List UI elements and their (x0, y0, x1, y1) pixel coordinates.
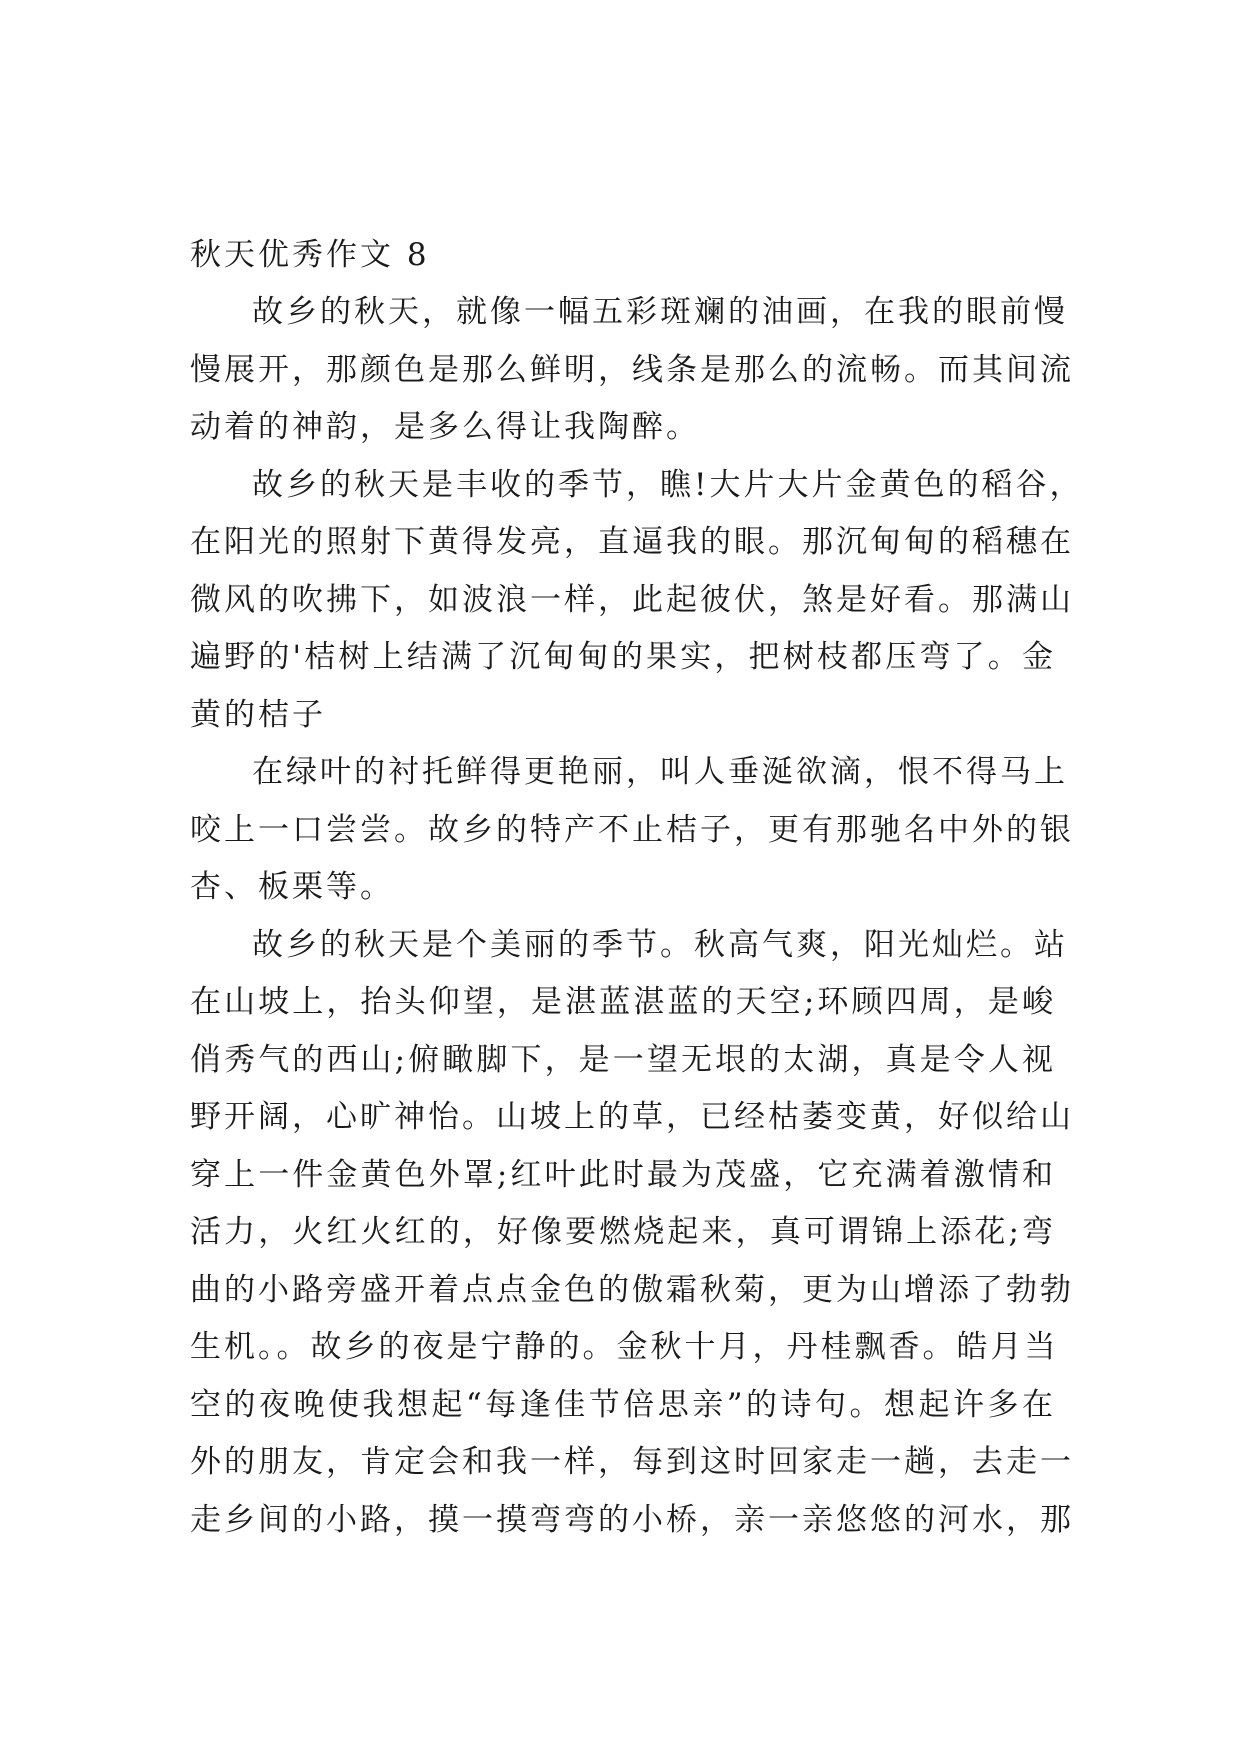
text-line: 在山坡上，抬头仰望，是湛蓝湛蓝的天空;环顾四周，是峻 (190, 984, 1056, 1020)
text-line: 微风的吹拂下，如波浪一样，此起彼伏，煞是好看。那满山 (190, 581, 1074, 618)
text-line: 杏、板栗等。 (190, 869, 394, 905)
paragraph-1 (190, 284, 1074, 457)
text-line: 在阳光的照射下黄得发亮，直逼我的眼。那沉甸甸的稻穗在 (190, 524, 1074, 560)
text-line: 俏秀气的西山;俯瞰脚下，是一望无垠的太湖，真是令人视 (190, 1041, 1056, 1078)
text-line: 遍野的'桔树上结满了沉甸甸的果实，把树枝都压弯了。金 (190, 639, 1056, 675)
text-line: 穿上一件金黄色外罩;红叶此时最为茂盛，它充满着激情和 (190, 1156, 1056, 1193)
document-body (190, 227, 1084, 1549)
text-line: 动着的神韵，是多么得让我陶醉。 (190, 409, 700, 445)
text-line: 曲的小路旁盛开着点点金色的傲霜秋菊，更为山增添了勃勃 (190, 1271, 1074, 1308)
text-line: 走乡间的小路，摸一摸弯弯的小桥，亲一亲悠悠的河水，那 (190, 1501, 1074, 1538)
text-line: 外的朋友，肯定会和我一样，每到这时回家走一趟，去走一 (190, 1444, 1074, 1480)
text-line: 在绿叶的衬托鲜得更艳丽，叫人垂涎欲滴，恨不得马上 (252, 754, 1068, 790)
text-line: 故乡的秋天，就像一幅五彩斑斓的油画，在我的眼前慢 (252, 294, 1068, 330)
text-line: 咬上一口尝尝。故乡的特产不止桔子，更有那驰名中外的银 (190, 811, 1074, 848)
text-line: 野开阔，心旷神怡。山坡上的草，已经枯萎变黄，好似给山 (190, 1099, 1074, 1135)
text-line: 故乡的秋天是个美丽的季节。秋高气爽，阳光灿烂。站 (252, 926, 1068, 963)
text-line: 生机。。故乡的夜是宁静的。金秋十月，丹桂飘香。皓月当 (190, 1329, 1059, 1365)
text-line: 空的夜晚使我想起“每逢佳节倍思亲”的诗句。想起许多在 (190, 1386, 1056, 1423)
paragraph-3 (190, 744, 1074, 917)
text-line: 故乡的秋天是丰收的季节，瞧!大片大片金黄色的稻谷， (252, 466, 1084, 503)
text-line: 慢展开，那颜色是那么鲜明，线条是那么的流畅。而其间流 (190, 351, 1074, 388)
document-title: 秋天优秀作文 8 (190, 237, 430, 273)
text-line: 黄的桔子 (190, 696, 326, 733)
text-line: 活力，火红火红的，好像要燃烧起来，真可谓锦上添花;弯 (190, 1214, 1056, 1250)
paragraph-4 (190, 917, 1074, 1550)
paragraph-2 (190, 457, 1084, 745)
